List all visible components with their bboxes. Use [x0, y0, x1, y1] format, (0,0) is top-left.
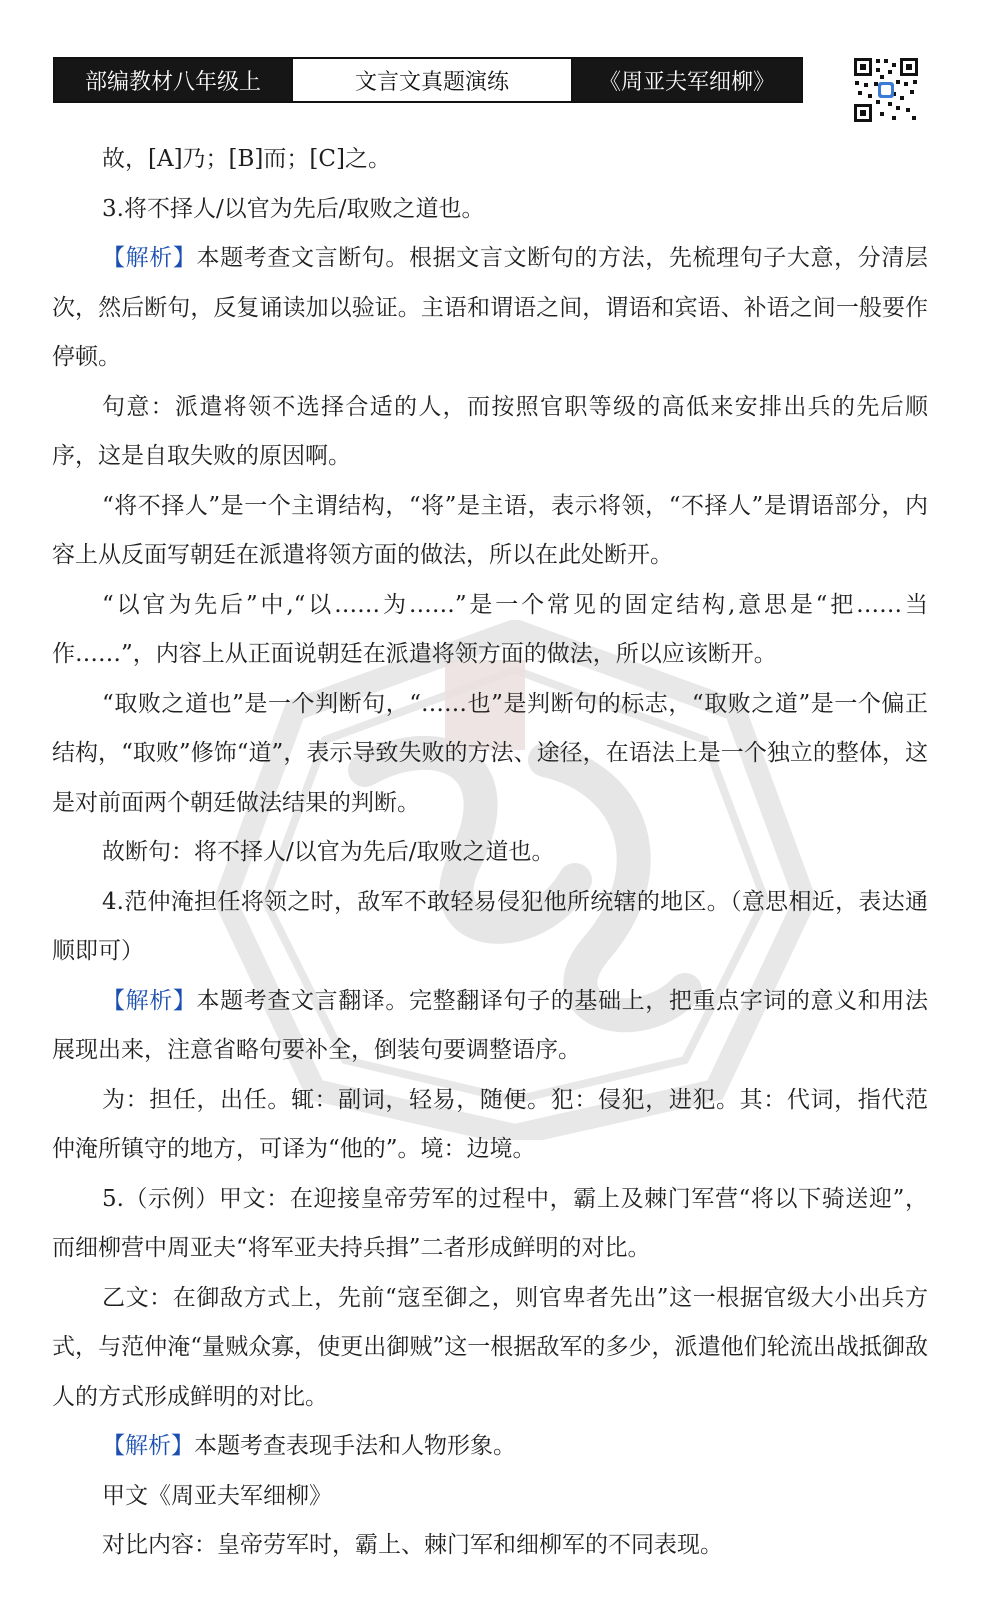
paragraph-7 [52, 680, 928, 829]
paragraph-10 [52, 977, 928, 1076]
paragraph-8 [52, 828, 928, 878]
paragraph-text: 4.范仲淹担任将领之时，敌军不敢轻易侵犯他所统辖的地区。（意思相近，表达通顺即可） [52, 888, 928, 964]
paragraph-text: 3.将不择人/以官为先后/取败之道也。 [102, 195, 485, 222]
header-section-title: 文言文真题演练 [291, 59, 573, 101]
paragraph-4 [52, 383, 928, 482]
paragraph-3 [52, 234, 928, 383]
paragraph-2 [52, 185, 928, 235]
paragraph-13 [52, 1274, 928, 1423]
paragraph-text: 乙文：在御敌方式上，先前“寇至御之，则官卑者先出”这一根据官级大小出兵方式，与范仲淹“量贼众寡，使更出御贼”这一根据敌军的多少，派遣他们轮流出战抵御敌人的方式形成鲜明的对比。 [52, 1284, 928, 1410]
paragraph-12 [52, 1175, 928, 1274]
paragraph-6 [52, 581, 928, 680]
paragraph-text: 为：担任，出任。辄：副词，轻易，随便。犯：侵犯，进犯。其：代词，指代范仲淹所镇守的地方，可译为“他的”。境：边境。 [52, 1086, 928, 1162]
paragraph-11 [52, 1076, 928, 1175]
paragraph-text: 对比内容：皇帝劳军时，霸上、棘门军和细柳军的不同表现。 [102, 1532, 723, 1558]
answer-content [52, 135, 928, 1571]
paragraph-1 [52, 135, 928, 185]
header-bar [53, 57, 803, 103]
paragraph-tag: 【解析】 [102, 245, 197, 271]
paragraph-15 [52, 1472, 928, 1522]
paragraph-9 [52, 878, 928, 977]
paragraph-text: 本题考查表现手法和人物形象。 [194, 1433, 516, 1459]
paragraph-text: 故，[A]乃；[B]而；[C]之。 [102, 146, 391, 172]
paragraph-text: “将不择人”是一个主谓结构，“将”是主语，表示将领，“不择人”是谓语部分，内容上从反面写朝廷在派遣将领方面的做法，所以在此处断开。 [52, 492, 928, 568]
paragraph-14 [52, 1422, 928, 1472]
paragraph-tag: 【解析】 [102, 987, 197, 1014]
paragraph-text: “以官为先后”中,“以……为……”是一个常见的固定结构,意思是“把……当作……”，内容上从正面说朝廷在派遣将领方面的做法，所以应该断开。 [52, 591, 928, 667]
paragraph-text: 5.（示例）甲文：在迎接皇帝劳军的过程中，霸上及棘门军营“将以下骑送迎”，而细柳营中周亚夫“将军亚夫持兵揖”二者形成鲜明的对比。 [52, 1185, 928, 1261]
paragraph-text: 甲文《周亚夫军细柳》 [102, 1482, 332, 1509]
paragraph-text: 本题考查文言翻译。完整翻译句子的基础上，把重点字词的意义和用法展现出来，注意省略句要补全，倒装句要调整语序。 [52, 987, 929, 1063]
paragraph-5 [52, 482, 928, 581]
header-lesson-title: 《周亚夫军细柳》 [573, 59, 801, 101]
paragraph-16 [52, 1521, 928, 1571]
paragraph-text: 本题考查文言断句。根据文言文断句的方法，先梳理句子大意，分清层次，然后断句，反复诵读加以验证。主语和谓语之间，谓语和宾语、补语之间一般要作停顿。 [52, 245, 929, 370]
paragraph-tag: 【解析】 [102, 1433, 194, 1459]
header-textbook-label: 部编教材八年级上 [55, 59, 291, 101]
qr-code-icon [852, 56, 920, 124]
paragraph-text: 句意：派遣将领不选择合适的人，而按照官职等级的高低来安排出兵的先后顺序，这是自取失败的原因啊。 [52, 393, 928, 469]
paragraph-text: 故断句：将不择人/以官为先后/取败之道也。 [102, 839, 555, 865]
paragraph-text: “取败之道也”是一个判断句，“……也”是判断句的标志，“取败之道”是一个偏正结构，“取败”修饰“道”，表示导致失败的方法、途径，在语法上是一个独立的整体，这是对前面两个朝廷做法结果的判断。 [52, 690, 928, 816]
